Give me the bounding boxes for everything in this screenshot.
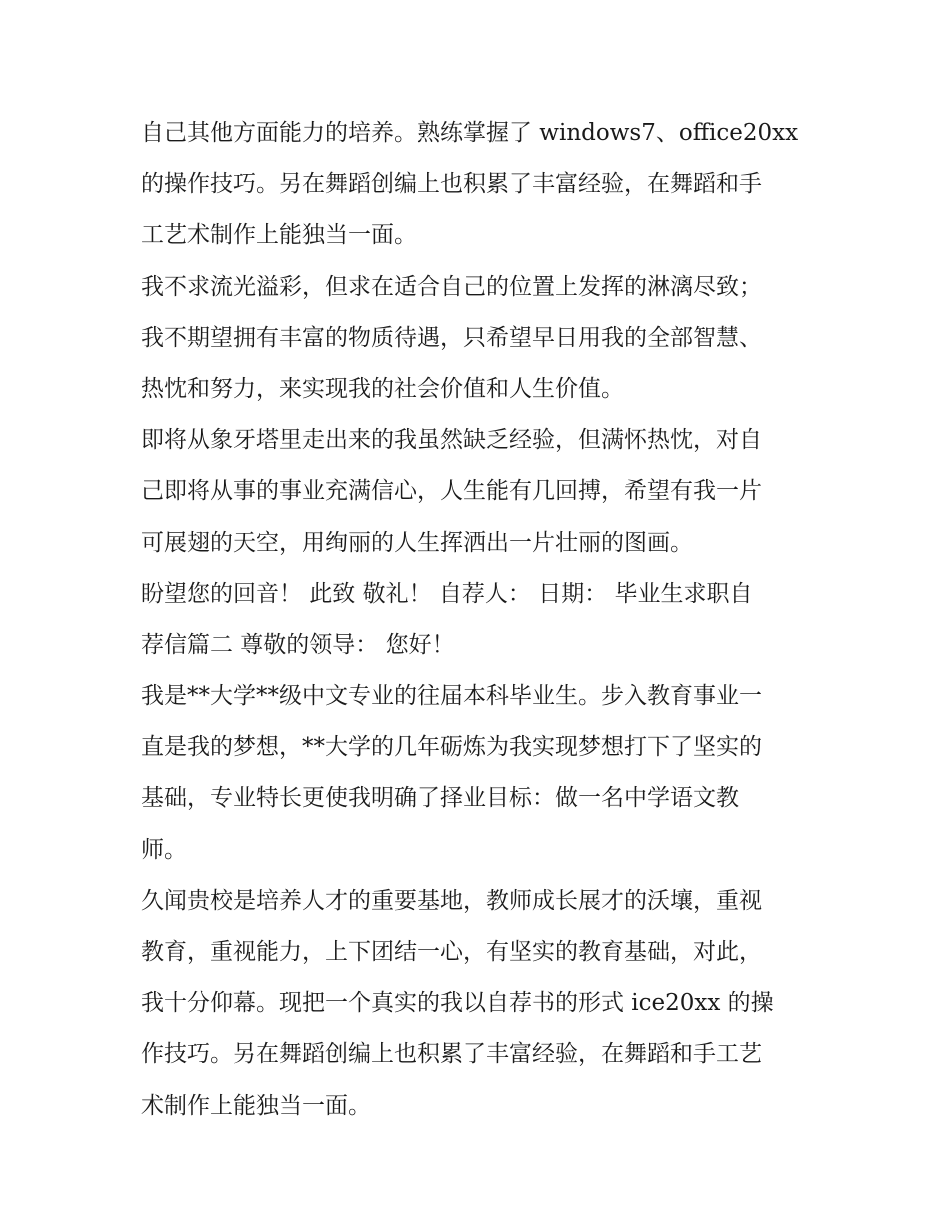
text-line: 可展翅的天空，用绚丽的人生挥洒出一片壮丽的图画。 xyxy=(141,529,693,556)
text-line: 术制作上能独当一面。 xyxy=(141,1092,371,1119)
document-body xyxy=(141,108,821,1132)
text-line: 我十分仰幕。现把一个真实的我以自荐书的形式 ice20xx 的操 xyxy=(141,990,774,1017)
text-line: 荐信篇二 尊敬的领导： 您好！ xyxy=(141,631,455,658)
text-line: 盼望您的回音！ 此致 敬礼！ 自荐人： 日期： 毕业生求职自 xyxy=(141,580,753,607)
text-line: 教育，重视能力，上下团结一心，有坚实的教育基础，对此， xyxy=(141,939,762,965)
text-line: 即将从象牙塔里走出来的我虽然缺乏经验，但满怀热忱，对自 xyxy=(141,427,762,454)
text-line: 直是我的梦想，**大学的几年砺炼为我实现梦想打下了坚实的 xyxy=(141,734,762,761)
text-line: 的操作技巧。另在舞蹈创编上也积累了丰富经验，在舞蹈和手 xyxy=(141,171,762,198)
text-line: 基础，专业特长更使我明确了择业目标：做一名中学语文教 xyxy=(141,785,739,812)
text-line: 师。 xyxy=(141,836,187,863)
text-line: 我不求流光溢彩，但求在适合自己的位置上发挥的淋漓尽致； xyxy=(141,273,762,300)
text-line: 作技巧。另在舞蹈创编上也积累了丰富经验，在舞蹈和手工艺 xyxy=(141,1041,762,1068)
text-line: 自己其他方面能力的培养。熟练掌握了 windows7、office20xx xyxy=(141,120,799,146)
text-line: 工艺术制作上能独当一面。 xyxy=(141,222,417,249)
text-line: 己即将从事的事业充满信心，人生能有几回搏，希望有我一片 xyxy=(141,478,762,505)
text-line: 我不期望拥有丰富的物质待遇，只希望早日用我的全部智慧、 xyxy=(141,324,762,351)
text-line: 我是**大学**级中文专业的往届本科毕业生。步入教育事业一 xyxy=(141,683,762,710)
text-line: 热忱和努力，来实现我的社会价值和人生价值。 xyxy=(141,375,624,402)
text-line: 久闻贵校是培养人才的重要基地，教师成长展才的沃壤，重视 xyxy=(141,887,762,914)
